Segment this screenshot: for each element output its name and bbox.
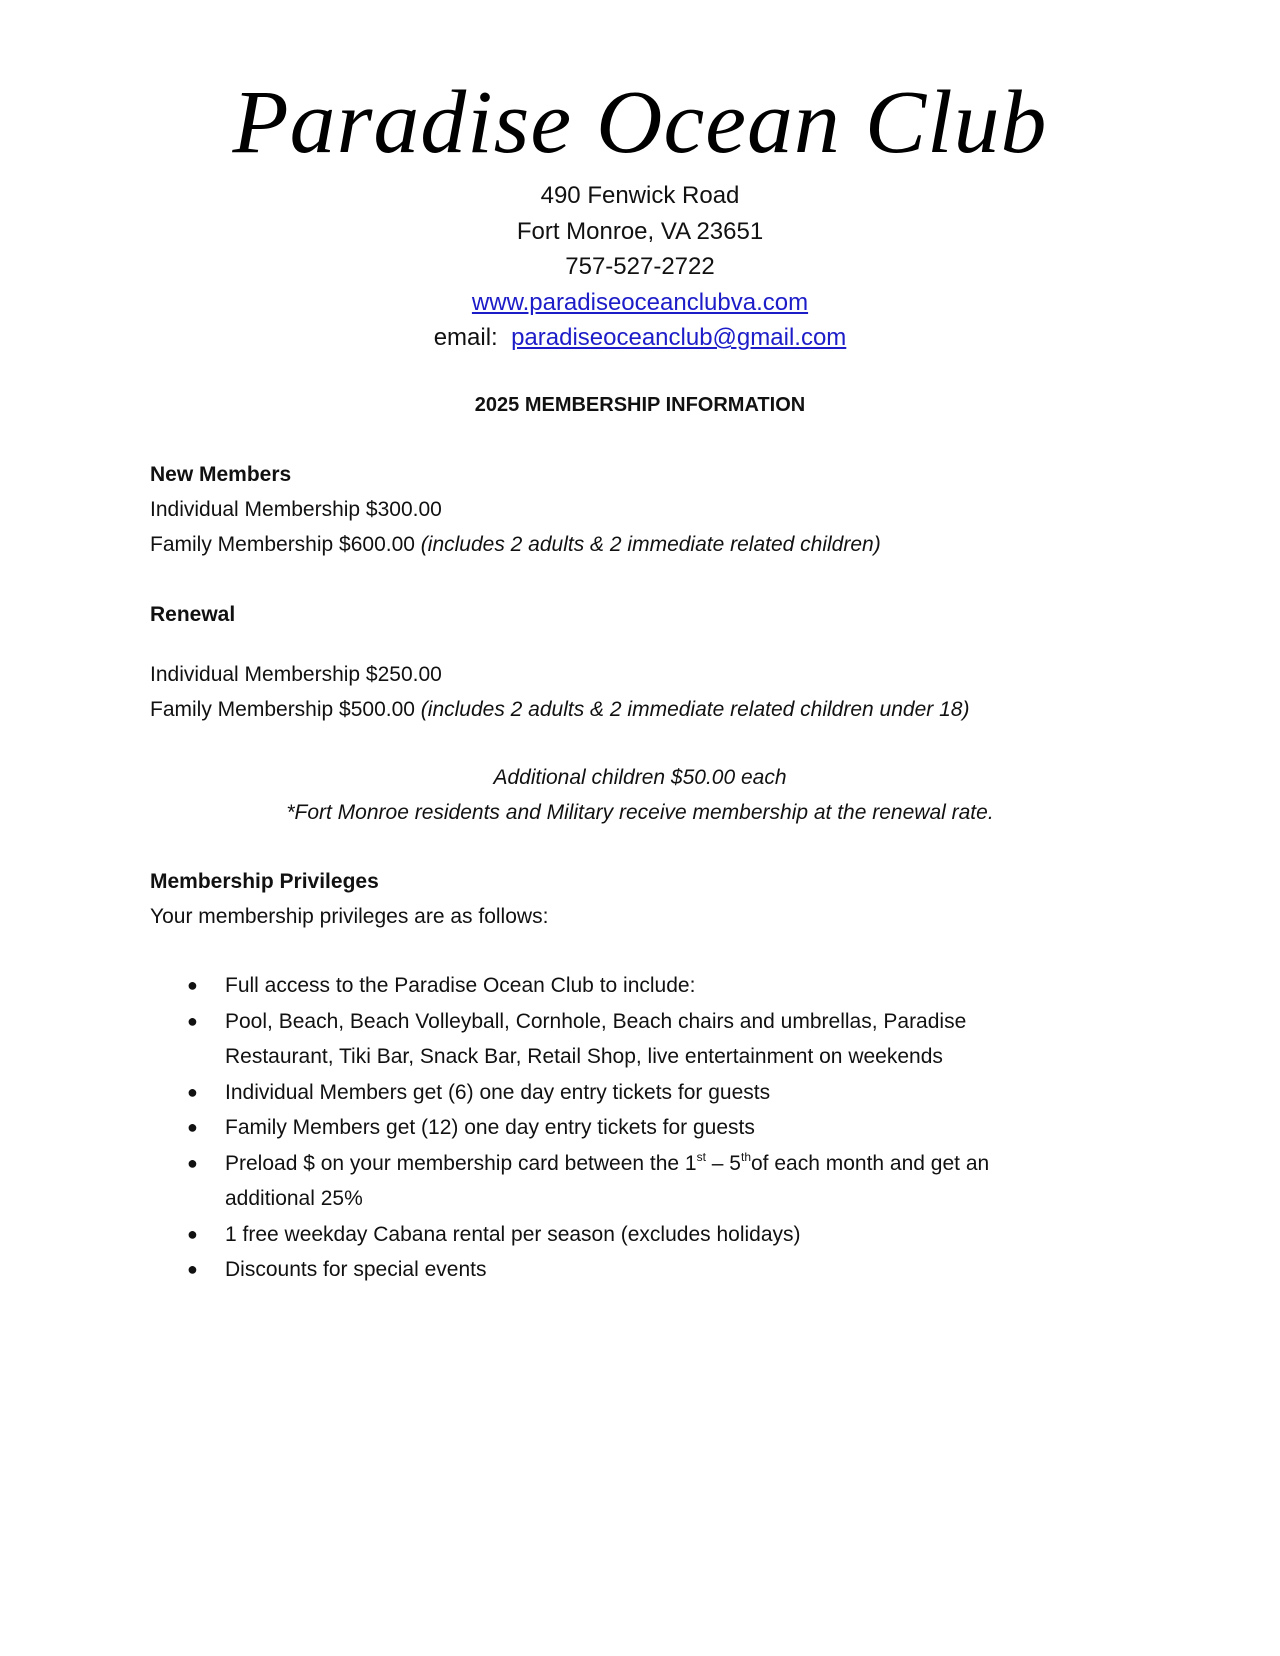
bullet-icon: ● [187,1010,198,1031]
phone-number: 757-527-2722 [565,253,715,280]
privilege-item [150,968,1100,1004]
privilege-item [150,1110,1100,1146]
new-family-line [150,533,881,557]
email-label: email: [433,324,498,351]
bullet-icon: ● [187,1259,198,1279]
privilege-text-continued: Restaurant, Tiki Bar, Snack Bar, Retail Shop, live entertainment on weekends [225,1045,943,1068]
renewal-family-line [150,698,969,722]
privilege-item [150,1146,1100,1217]
additional-children-note: Additional children $50.00 each [493,766,787,789]
renewal-individual-price: Individual Membership $250.00 [150,663,442,686]
new-family-price: Family Membership $600.00 [150,533,415,556]
privilege-text: 1 free weekday Cabana rental per season (excludes holidays) [225,1222,801,1246]
privileges-intro: Your membership privileges are as follows: [150,905,549,928]
privilege-text: Individual Members get (6) one day entry tickets for guests [225,1080,771,1104]
bullet-icon: ● [187,1117,198,1137]
privilege-item [150,1217,1100,1253]
bullet-icon: ● [187,1223,198,1244]
email-link[interactable]: paradiseoceanclub@gmail.com [511,324,847,351]
bullet-icon: ● [187,1152,198,1173]
renewal-family-price: Family Membership $500.00 [150,698,415,721]
residents-note: *Fort Monroe residents and Military receive membership at the renewal rate. [286,801,994,824]
address-line-2: Fort Monroe, VA 23651 [516,217,764,245]
privilege-text: Full access to the Paradise Ocean Club to include: [225,974,696,997]
privilege-item [150,1252,1100,1288]
new-members-heading: New Members [150,463,292,486]
privilege-text: Family Members get (12) one day entry tickets for guests [225,1116,755,1139]
privilege-text-range: – 5 [705,1151,741,1175]
superscript-th: th [740,1149,751,1164]
privilege-text-end: of each month and get an [751,1151,990,1175]
contact-block [0,178,1280,356]
privileges-list [150,968,1100,1288]
new-individual-price: Individual Membership $300.00 [150,498,442,521]
privilege-item [150,1004,1100,1075]
website-link[interactable]: www.paradiseoceanclubva.com [471,288,809,316]
privilege-item [150,1075,1100,1111]
renewal-heading: Renewal [150,603,236,626]
privilege-text: Pool, Beach, Beach Volleyball, Cornhole, Beach chairs and umbrellas, Paradise [225,1009,967,1033]
privilege-text-continued: additional 25% [225,1187,363,1210]
superscript-st: st [696,1149,706,1164]
email-line [0,320,1280,356]
renewal-family-note: (includes 2 adults & 2 immediate related children under 18) [420,698,970,721]
bullet-icon: ● [187,1081,198,1102]
bullet-icon: ● [187,975,198,995]
address-line-1: 490 Fenwick Road [540,182,740,209]
privilege-text: Discounts for special events [225,1258,487,1281]
privilege-text: Preload $ on your membership card between the 1 [225,1151,697,1175]
new-family-note: (includes 2 adults & 2 immediate related children) [420,533,881,556]
club-title: Paradise Ocean Club [232,73,1048,172]
membership-info-heading: 2025 MEMBERSHIP INFORMATION [474,394,806,416]
privileges-heading: Membership Privileges [150,870,379,893]
